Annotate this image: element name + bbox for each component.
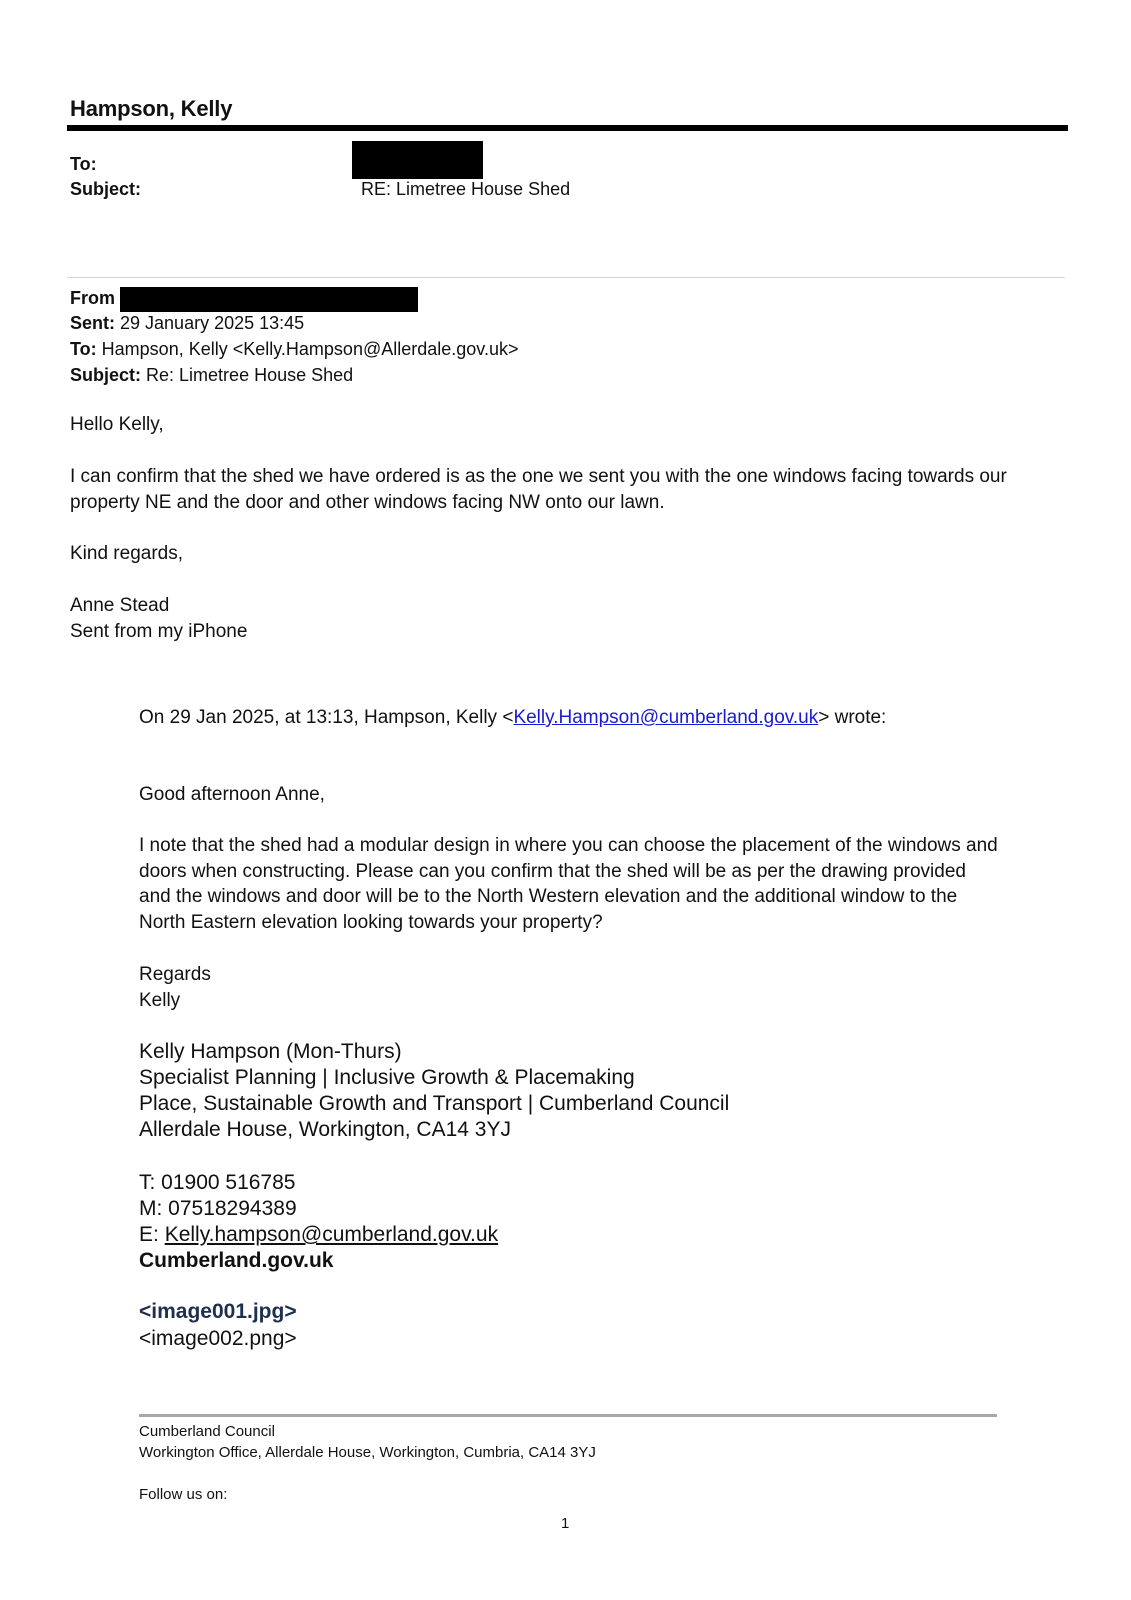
message-body: I can confirm that the shed we have ordered is as the one we sent you with the one windows facing towards our property NE and the door and other windows facing NW onto our lawn.: [70, 466, 1007, 513]
quoted-body: I note that the shed had a modular design in where you can choose the placement of the windows and doors when constructing. Please can you confirm that the shed will be as per the drawing provided and the windows and door will be to the North Western elevation and the additional window to the North Eastern elevation looking towards your property?: [139, 835, 998, 933]
footer-follow: Follow us on:: [139, 1486, 228, 1503]
header-divider: [67, 125, 1068, 131]
subject-value: Re: Limetree House Shed: [146, 365, 354, 385]
page-number: 1: [561, 1515, 570, 1532]
redacted-recipient: [352, 141, 483, 179]
subject-line: [70, 365, 353, 386]
header-to-label: To:: [70, 154, 97, 174]
sent-value: 29 January 2025 13:45: [120, 313, 305, 333]
quoted-intro-prefix: On 29 Jan 2025, at 13:13, Hampson, Kelly <: [139, 707, 514, 728]
to-label: To:: [70, 339, 97, 359]
signature-phone: T: 01900 516785: [139, 1171, 296, 1194]
message-greeting: Hello Kelly,: [70, 414, 164, 435]
from-label: From: [70, 288, 115, 308]
signature-role-line: Specialist Planning | Inclusive Growth & Placemaking: [139, 1066, 635, 1089]
document-owner-name: Hampson, Kelly: [70, 96, 233, 121]
header-subject-value: RE: Limetree House Shed: [361, 179, 571, 199]
signature-dept-line: Place, Sustainable Growth and Transport | Cumberland Council: [139, 1092, 730, 1115]
header-subject-label: Subject:: [70, 179, 142, 199]
sent-label: Sent:: [70, 313, 115, 333]
signature-email-prefix: E:: [139, 1223, 165, 1246]
message-signature-device: Sent from my iPhone: [70, 621, 248, 642]
footer-address: Workington Office, Allerdale House, Workington, Cumbria, CA14 3YJ: [139, 1444, 596, 1461]
from-line: [70, 288, 115, 309]
message-closing: Kind regards,: [70, 543, 184, 564]
signature-address-line: Allerdale House, Workington, CA14 3YJ: [139, 1118, 511, 1141]
quoted-regards: Regards: [139, 964, 211, 985]
subject-label: Subject:: [70, 365, 142, 385]
signature-email-link[interactable]: Kelly.hampson@cumberland.gov.uk: [164, 1223, 499, 1246]
message-divider: [67, 277, 1065, 278]
signature-email-line: [139, 1222, 498, 1248]
footer-org: Cumberland Council: [139, 1423, 275, 1440]
quoted-name: Kelly: [139, 990, 181, 1011]
quoted-intro-email-link[interactable]: Kelly.Hampson@cumberland.gov.uk: [513, 707, 819, 728]
attachment-image002: <image002.png>: [139, 1327, 297, 1350]
to-value: Hampson, Kelly <Kelly.Hampson@Allerdale.gov.uk>: [101, 339, 519, 359]
redacted-sender: [120, 287, 418, 312]
signature-website[interactable]: Cumberland.gov.uk: [139, 1249, 334, 1272]
sent-line: [70, 313, 304, 334]
signature-mobile: M: 07518294389: [139, 1197, 297, 1220]
to-line: [70, 339, 518, 360]
quoted-intro-suffix: > wrote:: [818, 707, 887, 728]
message-signature-name: Anne Stead: [70, 595, 170, 616]
signature-name-line: Kelly Hampson (Mon-Thurs): [139, 1040, 402, 1063]
quoted-greeting: Good afternoon Anne,: [139, 784, 325, 805]
quoted-intro: [139, 705, 886, 731]
footer-divider: [139, 1414, 997, 1417]
attachment-image001: <image001.jpg>: [139, 1300, 297, 1323]
